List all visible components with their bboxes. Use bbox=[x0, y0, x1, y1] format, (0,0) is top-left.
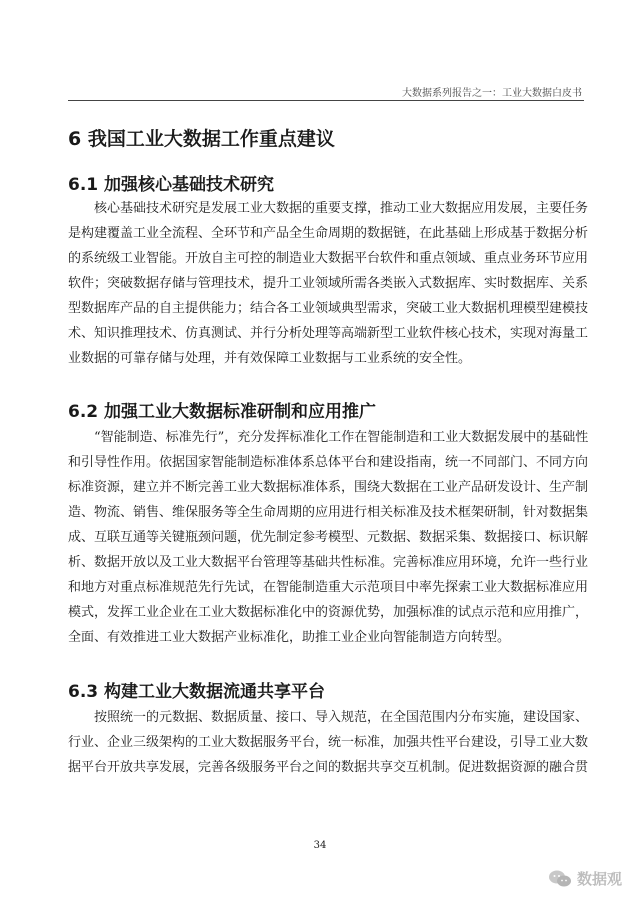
paragraph-line: 模式，发挥工业企业在工业大数据标准化中的资源优势，加强标准的试点示范和应用推广， bbox=[68, 605, 588, 620]
header-divider bbox=[68, 100, 584, 101]
paragraph-line: 术、知识推理技术、仿真测试、并行分析处理等高端新型工业软件核心技术，实现对海量工 bbox=[68, 326, 588, 341]
paragraph-line: 成、互联互通等关键瓶颈问题，优先制定参考模型、元数据、数据采集、数据接口、标识解 bbox=[68, 530, 588, 545]
section-title-6-1: 6.1 加强核心基础技术研究 bbox=[68, 175, 275, 195]
paragraph-line: 标准资源，建立并不断完善工业大数据标准体系，围绕大数据在工业产品研发设计、生产制 bbox=[68, 480, 588, 495]
paragraph-line: “智能制造、标准先行”，充分发挥标准化工作在智能制造和工业大数据发展中的基础性 bbox=[94, 430, 588, 445]
paragraph-line: 软件；突破数据存储与管理技术，提升工业领域所需各类嵌入式数据库、实时数据库、关系 bbox=[68, 276, 588, 291]
section-6-3-paragraph bbox=[68, 705, 588, 780]
paragraph-line: 和地方对重点标准规范先行先试，在智能制造重大示范项目中率先探索工业大数据标准应用 bbox=[68, 580, 588, 595]
section-title-6-3: 6.3 构建工业大数据流通共享平台 bbox=[68, 682, 326, 702]
chapter-title: 6 我国工业大数据工作重点建议 bbox=[68, 128, 335, 150]
section-title-6-2: 6.2 加强工业大数据标准研制和应用推广 bbox=[68, 402, 377, 422]
paragraph-line: 业数据的可靠存储与处理，并有效保障工业数据与工业系统的安全性。 bbox=[68, 351, 472, 366]
paragraph-line: 行业、企业三级架构的工业大数据服务平台，统一标准，加强共性平台建设，引导工业大数 bbox=[68, 735, 588, 750]
page-number: 34 bbox=[313, 840, 327, 851]
paragraph-line: 核心基础技术研究是发展工业大数据的重要支撑，推动工业大数据应用发展，主要任务 bbox=[94, 201, 588, 216]
wechat-icon bbox=[548, 869, 572, 889]
paragraph-line: 和引导性作用。依据国家智能制造标准体系总体平台和建设指南，统一不同部门、不同方向 bbox=[68, 455, 588, 470]
section-6-1-paragraph bbox=[68, 196, 588, 371]
paragraph-line: 析、数据开放以及工业大数据平台管理等基础共性标准。完善标准应用环境，允许一些行业 bbox=[68, 555, 588, 570]
paragraph-line: 的系统级工业智能。开放自主可控的制造业大数据平台软件和重点领域、重点业务环节应用 bbox=[68, 251, 588, 266]
paragraph-line: 按照统一的元数据、数据质量、接口、导入规范，在全国范围内分布实施，建设国家、 bbox=[94, 710, 588, 725]
paragraph-line: 型数据库产品的自主提供能力；结合各工业领域典型需求，突破工业大数据机理模型建模技 bbox=[68, 301, 588, 316]
watermark bbox=[548, 868, 622, 889]
paragraph-line: 据平台开放共享发展，完善各级服务平台之间的数据共享交互机制。促进数据资源的融合贯 bbox=[68, 760, 588, 775]
paragraph-line: 造、物流、销售、维保服务等全生命周期的应用进行相关标准及技术框架研制，针对数据集 bbox=[68, 505, 588, 520]
paragraph-line: 是构建覆盖工业全流程、全环节和产品全生命周期的数据链，在此基础上形成基于数据分析 bbox=[68, 226, 588, 241]
watermark-text: 数据观 bbox=[576, 870, 622, 888]
section-6-2-paragraph bbox=[68, 425, 588, 650]
paragraph-line: 全面、有效推进工业大数据产业标准化，助推工业企业向智能制造方向转型。 bbox=[68, 630, 511, 645]
running-header-title: 大数据系列报告之一：工业大数据白皮书 bbox=[402, 88, 582, 99]
